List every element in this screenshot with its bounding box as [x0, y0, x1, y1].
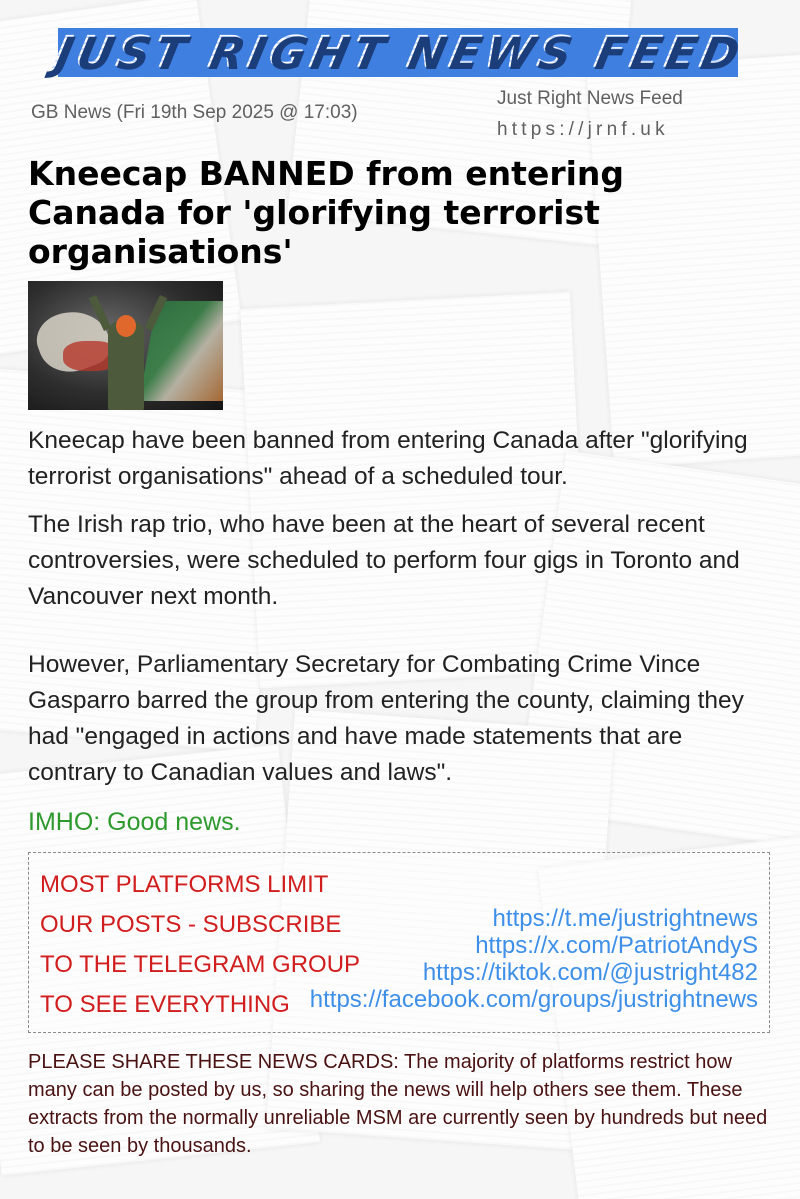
site-url[interactable]: https://jrnf.uk	[497, 119, 669, 140]
subscribe-line: TO THE TELEGRAM GROUP	[40, 951, 361, 978]
subscribe-line: MOST PLATFORMS LIMIT	[40, 871, 329, 898]
subscribe-line: OUR POSTS - SUBSCRIBE	[40, 911, 342, 938]
article-headline: Kneecap BANNED from entering Canada for 'glorifying terrorist organisations'	[28, 154, 625, 271]
article-source: GB News (Fri 19th Sep 2025 @ 17:03)	[31, 102, 358, 123]
share-notice: PLEASE SHARE THESE NEWS CARDS: The majority of platforms restrict how many can be posted by us, so sharing the news will help others see them. These extracts from the normally unreliable MSM are currently seen by hundreds but need to be seen by thousands.	[28, 1051, 768, 1157]
tiktok-link[interactable]: https://tiktok.com/@justright482	[422, 959, 758, 986]
banner-title: JUST RIGHT NEWS FEED	[49, 27, 747, 78]
site-name: Just Right News Feed	[497, 88, 683, 109]
subscribe-box	[28, 852, 770, 1033]
telegram-link[interactable]: https://t.me/justrightnews	[492, 905, 758, 932]
article-photo	[28, 281, 223, 410]
article-paragraph: However, Parliamentary Secretary for Combating Crime Vince Gasparro barred the group from entering the county, claiming they had "engaged in actions and have made statements that are contrary to Canadian values and laws".	[28, 651, 744, 786]
article-paragraph: Kneecap have been banned from entering Canada after "glorifying terrorist organisations" ahead of a scheduled tour.	[28, 427, 748, 490]
x-link[interactable]: https://x.com/PatriotAndyS	[475, 932, 758, 959]
subscribe-line: TO SEE EVERYTHING	[40, 991, 290, 1018]
article-paragraph: The Irish rap trio, who have been at the heart of several recent controversies, were scheduled to perform four gigs in Toronto and Vancouver next month.	[28, 511, 740, 610]
site-banner	[49, 27, 747, 78]
social-links	[310, 905, 758, 1013]
editor-comment: IMHO: Good news.	[28, 808, 241, 836]
facebook-link[interactable]: https://facebook.com/groups/justrightnews	[309, 986, 758, 1013]
